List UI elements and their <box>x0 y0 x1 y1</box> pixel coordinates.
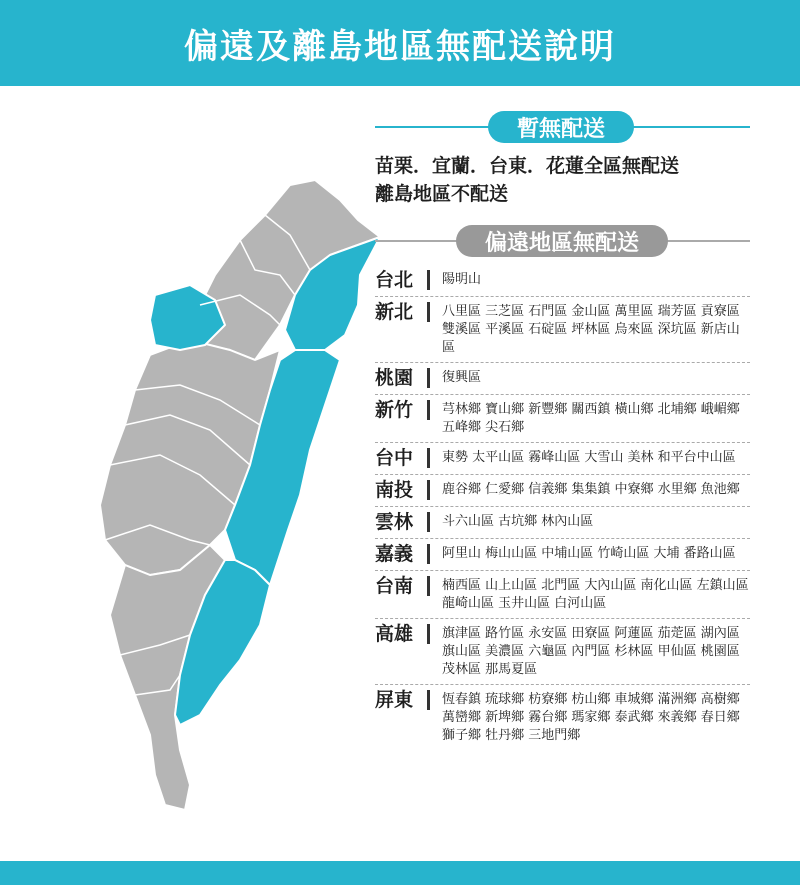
page-header <box>0 0 800 86</box>
region-areas: 復興區 <box>442 370 482 385</box>
page-title: 偏遠及離島地區無配送說明 <box>184 26 616 67</box>
region-areas: 陽明山 <box>442 272 482 287</box>
region-row <box>375 443 750 475</box>
region-areas: 鹿谷鄉 仁愛鄉 信義鄉 集集鎮 中寮鄉 水里鄉 魚池鄉 <box>442 482 740 497</box>
region-separator <box>427 576 430 596</box>
remote-pill <box>456 225 668 257</box>
region-areas: 旗津區 路竹區 永安區 田寮區 阿蓮區 茄萣區 湖內區 旗山區 美濃區 六龜區 內門區 杉林區 甲仙區 桃園區 茂林區 那馬夏區 <box>442 626 740 677</box>
region-row <box>375 619 750 685</box>
region-row <box>375 571 750 619</box>
region-separator <box>427 544 430 564</box>
region-name: 高雄 <box>375 623 414 645</box>
region-name: 台北 <box>375 269 414 291</box>
no-delivery-label: 暫無配送 <box>516 116 605 142</box>
region-separator <box>427 368 430 388</box>
region-name: 屏東 <box>375 689 414 711</box>
region-row <box>375 395 750 443</box>
remote-label: 偏遠地區無配送 <box>484 230 639 256</box>
region-areas: 阿里山 梅山山區 中埔山區 竹崎山區 大埔 番路山區 <box>442 546 736 561</box>
region-areas: 東勢 太平山區 霧峰山區 大雪山 美林 和平台中山區 <box>442 450 736 465</box>
remote-region-list <box>375 265 750 750</box>
region-areas: 八里區 三芝區 石門區 金山區 萬里區 瑞芳區 貢寮區 雙溪區 平溪區 石碇區 坪林區 烏來區 深坑區 新店山區 <box>442 304 740 355</box>
no-delivery-line-2: 離島地區不配送 <box>375 183 509 205</box>
no-delivery-pill <box>488 111 634 143</box>
region-separator <box>427 624 430 644</box>
region-row <box>375 297 750 363</box>
region-name: 雲林 <box>375 511 414 533</box>
region-areas: 恆春鎮 琉球鄉 枋寮鄉 枋山鄉 車城鄉 滿洲鄉 高樹鄉 萬巒鄉 新埤鄉 霧台鄉 瑪家鄉 泰武鄉 來義鄉 春日鄉 獅子鄉 牡丹鄉 三地門鄉 <box>442 692 740 743</box>
region-separator <box>427 400 430 420</box>
region-name: 台中 <box>375 447 414 469</box>
footer-bar <box>0 861 800 885</box>
region-separator <box>427 512 430 532</box>
region-name: 新竹 <box>375 399 414 421</box>
region-separator <box>427 480 430 500</box>
region-areas: 芎林鄉 寶山鄉 新豐鄉 關西鎮 橫山鄉 北埔鄉 峨嵋鄉 五峰鄉 尖石鄉 <box>442 402 740 435</box>
region-name: 桃園 <box>375 367 414 389</box>
region-areas: 斗六山區 古坑鄉 林內山區 <box>442 514 594 529</box>
region-row <box>375 539 750 571</box>
region-row <box>375 265 750 297</box>
region-separator <box>427 302 430 322</box>
region-row <box>375 363 750 395</box>
region-name: 嘉義 <box>375 543 414 565</box>
region-separator <box>427 690 430 710</box>
region-name: 新北 <box>375 301 414 323</box>
no-delivery-line-1: 苗栗．宜蘭．台東．花蓮全區無配送 <box>375 155 680 177</box>
region-row <box>375 507 750 539</box>
region-separator <box>427 270 430 290</box>
region-separator <box>427 448 430 468</box>
region-name: 南投 <box>375 479 414 501</box>
taiwan-map <box>40 175 385 825</box>
region-areas: 楠西區 山上山區 北門區 大內山區 南化山區 左鎮山區 龍崎山區 玉井山區 白河山區 <box>442 578 749 611</box>
region-name: 台南 <box>375 575 414 597</box>
no-delivery-notes <box>375 152 775 208</box>
region-row <box>375 685 750 750</box>
region-row <box>375 475 750 507</box>
